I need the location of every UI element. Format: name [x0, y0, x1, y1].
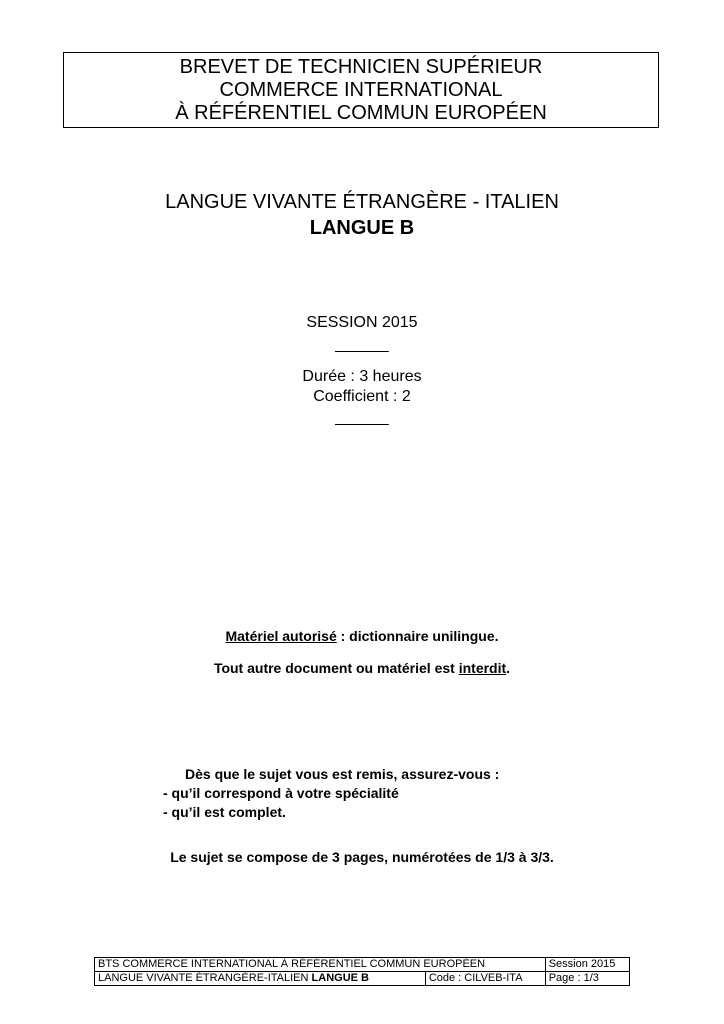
title-line-3: À RÉFÉRENTIEL COMMUN EUROPÉEN	[175, 102, 547, 124]
footer-subject	[95, 972, 426, 986]
check-instructions	[163, 765, 499, 822]
footer-row-1	[95, 958, 630, 972]
footer-page-number: Page : 1/3	[545, 972, 629, 986]
exam-details	[0, 367, 724, 407]
footer-row-2	[95, 972, 630, 986]
footer-exam-name: BTS COMMERCE INTERNATIONAL À RÉFÉRENTIEL COMMUN EUROPÉEN	[95, 958, 546, 972]
page-count-note: Le sujet se compose de 3 pages, numérotées de 1/3 à 3/3.	[170, 849, 554, 865]
subject-line: LANGUE VIVANTE ÉTRANGÈRE - ITALIEN	[165, 191, 559, 213]
authorized-material	[0, 627, 724, 645]
exam-title-box	[63, 52, 659, 128]
footer-subject-level: LANGUE B	[311, 972, 369, 984]
instruction-item-1: - qu’il correspond à votre spécialité	[163, 785, 399, 801]
instruction-item-2: - qu’il est complet.	[163, 804, 286, 820]
session-label: SESSION 2015	[306, 314, 418, 331]
subject-heading	[0, 189, 724, 241]
forbidden-word: interdit	[458, 660, 507, 676]
separator-rule-2: ______	[335, 409, 389, 426]
separator-rule-1: ______	[335, 336, 389, 353]
title-line-2: COMMERCE INTERNATIONAL	[219, 79, 503, 101]
instructions-intro: Dès que le sujet vous est remis, assurez-vous :	[185, 766, 500, 782]
language-level: LANGUE B	[309, 217, 415, 239]
footer-subject-text: LANGUE VIVANTE ÉTRANGÈRE-ITALIEN	[98, 972, 312, 984]
footer-code: Code : CILVEB-ITA	[425, 972, 545, 986]
authorized-material-value: : dictionnaire unilingue.	[336, 628, 499, 644]
forbidden-prefix: Tout autre document ou matériel est	[213, 660, 459, 676]
forbidden-material	[0, 659, 724, 677]
footer-session: Session 2015	[545, 958, 629, 972]
duration: Durée : 3 heures	[302, 368, 422, 385]
title-line-1: BREVET DE TECHNICIEN SUPÉRIEUR	[179, 56, 543, 78]
authorized-material-label: Matériel autorisé	[225, 628, 337, 644]
forbidden-suffix: .	[506, 660, 511, 676]
coefficient: Coefficient : 2	[313, 388, 411, 405]
footer-table	[94, 957, 630, 986]
